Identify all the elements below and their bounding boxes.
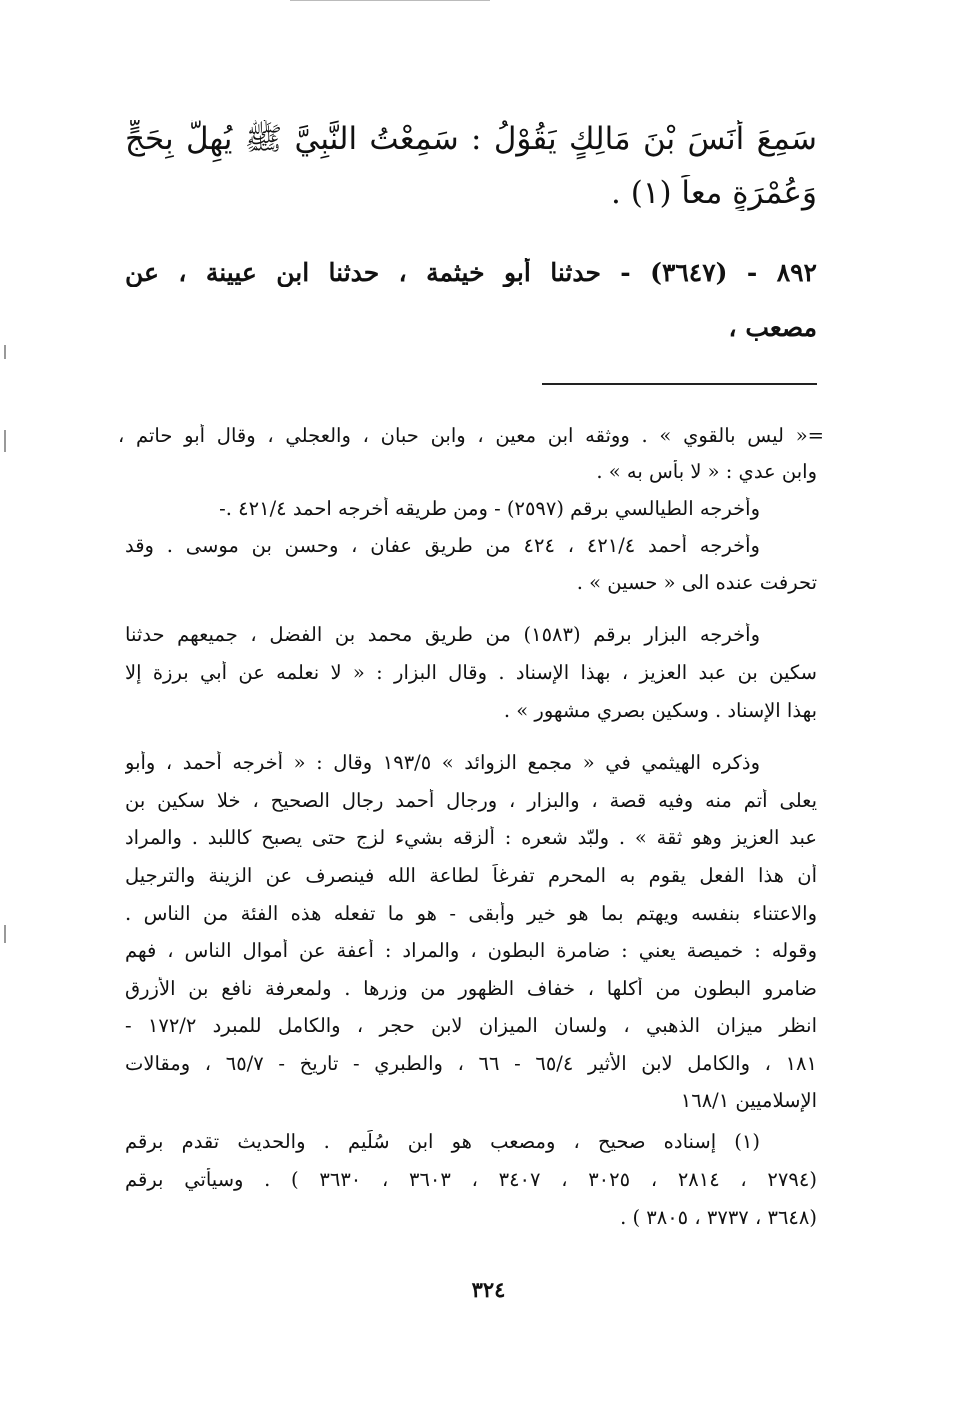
footnote-line: وذكره الهيثمي في « مجمع الزوائد » ١٩٣/٥ وقال : « أخرجه أحمد ، وأبو (125, 751, 760, 774)
footnote-line: انظر ميزان الذهبي ، ولسان الميزان لابن حجر ، والكامل للمبرد ١٧٢/٢ - (125, 1014, 817, 1037)
footnote-line: وأخرجه الطيالسي برقم (٢٥٩٧) - ومن طريقه أخرجه احمد ٤٢١/٤ .- (219, 497, 760, 520)
top-rule (290, 0, 490, 1)
footnote-separator (542, 383, 817, 385)
hadith-line-2: وَعُمْرَةٍ معاً (١) . (610, 175, 817, 211)
scan-speck (4, 345, 6, 359)
footnote-line: وأخرجه أحمد ٤٢١/٤ ، ٤٢٤ من طريق عفان ، وحسن بن موسى . وقد (125, 534, 760, 557)
hadith-892-line-1: ٨٩٢ - (٣٦٤٧) - حدثنا أبو خيثمة ، حدثنا ابن عيينة ، عن (125, 258, 817, 287)
footnote-line: أن هذا الفعل يقوم به المحرم تفرغاً لطاعة الله فينصرف عن الزينة والترجيل (125, 864, 817, 887)
footnote-line: وقوله : خميصة يعني : ضامرة البطون ، والمراد : أعفة عن أموال الناس ، فهم (125, 939, 817, 962)
footnote-line: بهذا الإسناد . وسكين بصري مشهور » . (503, 699, 817, 722)
footnote-line: تحرفت عنده الى « حسين » . (576, 571, 817, 594)
footnote-line: والاعتناء بنفسه ويهتم بما هو خير وأبقى - هو ما تفعله هذه الفئة من الناس . (125, 902, 817, 925)
footnote-line: وأخرجه البزار برقم (١٥٨٣) من طريق محمد بن الفضل ، جميعهم حدثنا (125, 623, 760, 646)
footnote-1-line: (١) إسناده صحيح ، ومصعب هو ابن سُلَيم . والحديث تقدم برقم (125, 1130, 760, 1153)
footnote-line: سكين بن عبد العزيز ، بهذا الإسناد . وقال البزار : « لا نعلمه عن أبي برزة إلا (125, 661, 817, 684)
footnote-line: عبد العزيز وهو ثقة » . ولبّد شعره : ألزقه بشيء لزج حتى يصبح كاللبد . والمراد (125, 826, 817, 849)
hadith-line-1: سَمِعَ أَنَسَ بْنَ مَالِكٍ يَقُوْلُ : سَمِعْتُ النَّبِيَّ ﷺ يُهِلُّ بِحَجٍّ (125, 121, 817, 157)
footnote-1-line: (٣٦٤٨ ، ٣٧٣٧ ، ٣٨٠٥ ) . (620, 1206, 817, 1229)
footnote-line: ضامرو البطون من أكلها ، خفاف الظهور من وزرها . ولمعرفة نافع بن الأزرق (125, 977, 817, 1000)
hadith-892-line-2: مصعب ، (728, 313, 817, 342)
footnote-line: يعلى أتم منه وفيه قصة ، والبزار ، ورجال أحمد رجال الصحيح ، خلا سكين بن (125, 789, 817, 812)
footnote-line: الإسلاميين ١٦٨/١ (680, 1089, 817, 1112)
footnote-line: ١٨١ ، والكامل لابن الأثير ٦٥/٤ - ٦٦ ، والطبري - تاريخ - ٦٥/٧ ، ومقالات (125, 1052, 817, 1075)
scan-speck (4, 925, 6, 943)
footnote-line: =« ليس بالقوي » . ووثقه ابن معين ، وابن حبان ، والعجلي ، وقال أبو حاتم ، (118, 424, 824, 447)
scan-speck (4, 430, 6, 452)
footnote-1-line: (٢٧٩٤ ، ٢٨١٤ ، ٣٠٢٥ ، ٣٤٠٧ ، ٣٦٠٣ ، ٣٦٣٠ ) . وسيأتي برقم (125, 1168, 817, 1191)
footnote-line: وابن عدي : « لا بأس به » . (596, 460, 817, 483)
page-number: ٣٢٤ (471, 1277, 506, 1302)
